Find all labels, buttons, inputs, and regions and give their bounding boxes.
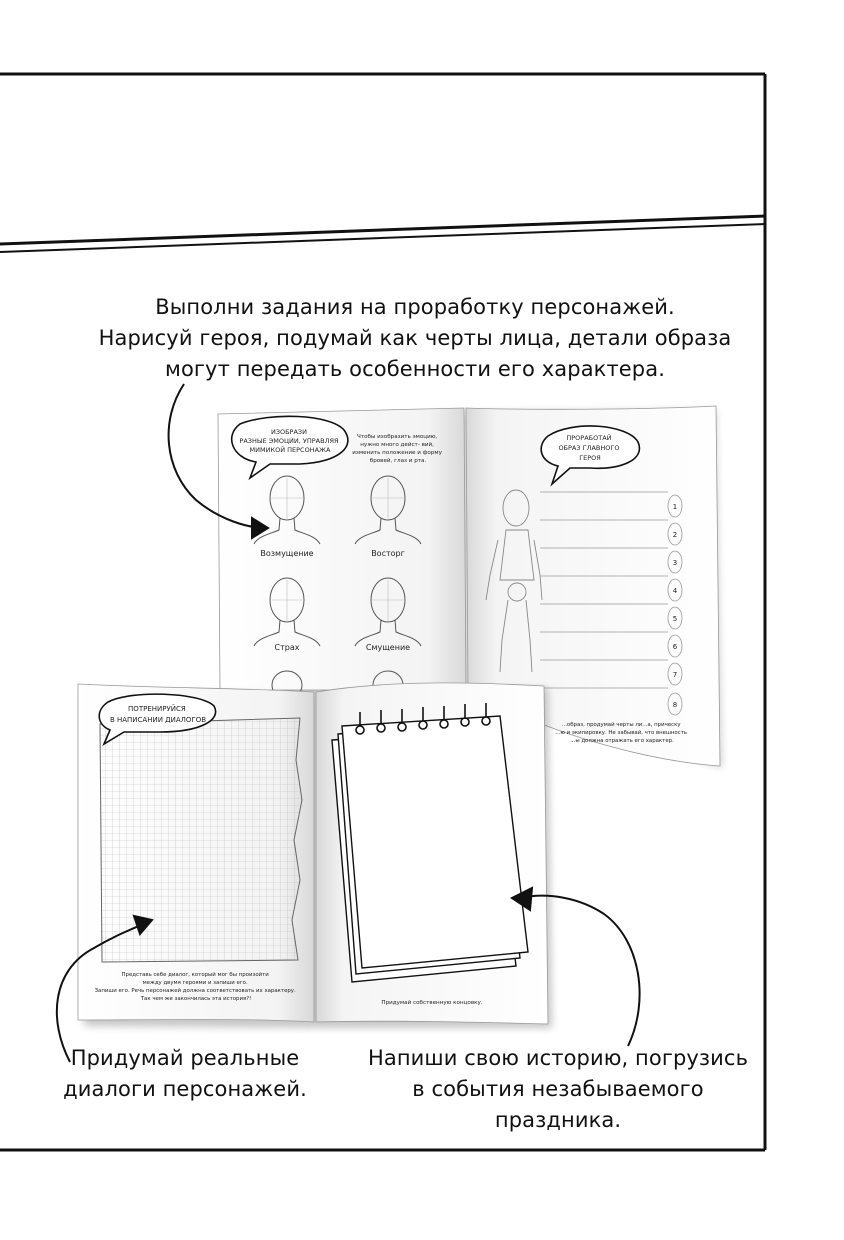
- emotions-bubble-line: МИМИКОЙ ПЕРСОНАЖА: [249, 446, 331, 454]
- emotions-hint-line: изменить положение и форму: [352, 450, 442, 456]
- front-book: [78, 683, 552, 1028]
- line-number: 8: [672, 701, 678, 709]
- dialog-grid-paper: [100, 718, 302, 962]
- caption-line: могут передать особенности его характера.: [165, 357, 665, 381]
- face-label-outrage: Возмущение: [260, 549, 314, 558]
- dialog-footer-line: Так чем же закончилась эта история?!: [140, 996, 252, 1002]
- hero-bubble-line: ГЕРОЯ: [579, 454, 601, 462]
- emotions-hint-line: Чтобы изобразить эмоцию,: [357, 434, 438, 440]
- caption-character-tasks: [90, 292, 740, 385]
- hero-footer-line: ...образ, продумай черты ли...а, прическу: [561, 722, 681, 728]
- line-number: 3: [672, 559, 678, 567]
- dialog-footer-line: Запиши его. Речь персонажей должна соответствовать их характеру.: [94, 988, 296, 994]
- line-number: 5: [672, 615, 678, 623]
- emotions-hint-line: нужно много дейст- вий,: [360, 442, 434, 448]
- hero-footer-line: ...ы должна отражать его характер.: [570, 738, 674, 744]
- face-label-embarrassment: Смущение: [365, 643, 411, 652]
- dialog-footer-line: Представь себе диалог, который мог бы произойти: [121, 972, 269, 978]
- emotions-bubble-line: ИЗОБРАЗИ: [270, 428, 307, 436]
- caption-line: Выполни задания на проработку персонажей.: [155, 295, 675, 319]
- hero-bubble-line: ПРОРАБОТАЙ: [566, 434, 612, 442]
- caption-line: в события незабываемого праздника.: [412, 1077, 704, 1132]
- caption-line: Нарисуй героя, подумай как черты лица, детали образа: [98, 326, 732, 350]
- svg-text:Смущение: [366, 643, 410, 652]
- notepad-footer: Придумай собственную концовку.: [381, 1000, 483, 1006]
- hero-bubble-line: ОБРАЗ ГЛАВНОГО: [558, 444, 620, 452]
- svg-text:Страх: [275, 643, 300, 652]
- svg-text:Возмущение: [260, 549, 313, 558]
- line-number: 2: [672, 531, 678, 539]
- caption-line: Напиши свою историю, погрузись: [367, 1046, 749, 1070]
- face-label-fear: Страх: [274, 643, 300, 652]
- caption-line: диалоги персонажей.: [63, 1077, 307, 1101]
- dialog-footer-line: между двумя героями и запиши его.: [142, 980, 248, 986]
- line-number: 6: [672, 643, 678, 651]
- dialog-bubble-line: В НАПИСАНИИ ДИАЛОГОВ: [109, 716, 207, 724]
- hero-footer-line: ...ю и экипировку. Не забывай, что внешность: [555, 730, 688, 736]
- line-number: 4: [672, 587, 678, 595]
- caption-dialogs: [40, 1043, 330, 1105]
- caption-line: Придумай реальные: [70, 1046, 300, 1070]
- emotions-hint-line: бровей, глаз и рта.: [369, 458, 427, 464]
- dialog-bubble-line: ПОТРЕНИРУЙСЯ: [128, 705, 186, 713]
- caption-story: [352, 1043, 764, 1136]
- line-number: 1: [672, 503, 678, 511]
- line-number: 7: [672, 671, 678, 679]
- svg-text:...образ, продумай черты ли...: [555, 721, 688, 744]
- svg-text:Восторг: [371, 549, 405, 558]
- face-label-delight: Восторг: [371, 549, 405, 558]
- emotions-bubble-line: РАЗНЫЕ ЭМОЦИИ, УПРАВЛЯЯ: [239, 437, 339, 445]
- notepad-drawing: [332, 716, 528, 982]
